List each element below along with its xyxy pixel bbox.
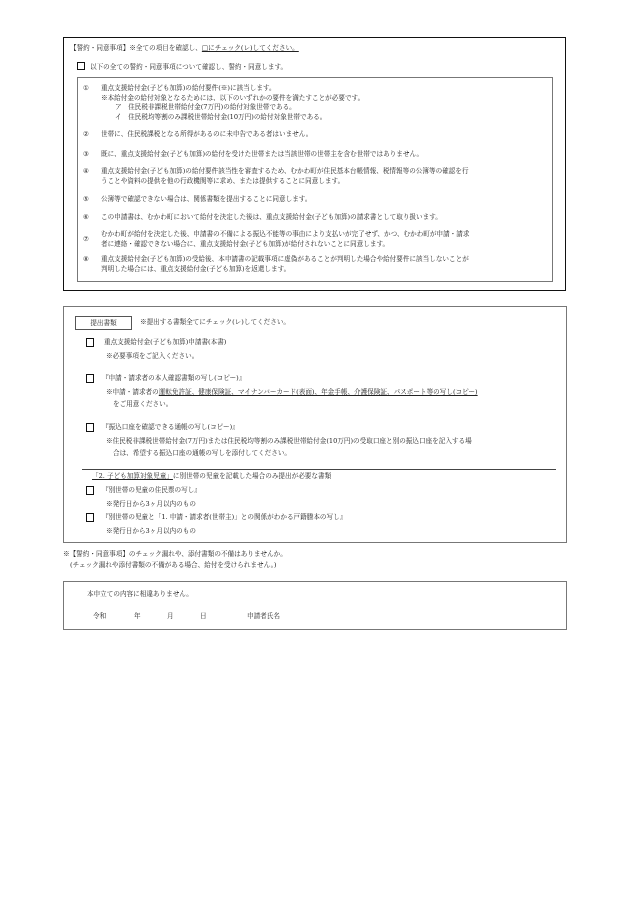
doc-application-checkbox[interactable] <box>86 338 94 347</box>
item-text: 重点支援給付金(子ども加算)の受給後、本申請書の記載事項に虚偽があることが判明した場合や給付要件に該当しないことが <box>101 255 469 263</box>
item-text: 既に、重点支援給付金(子ども加算)の給付を受けた世帯または当該世帯の世帯主を含む世帯ではありません。 <box>101 150 424 158</box>
item-number: ⑧ <box>83 255 89 263</box>
item-text: うことや資料の提供を他の行政機関等に求め、または提供することに同意します。 <box>101 176 345 185</box>
item-text: 重点支援給付金(子ども加算)の給付要件(※)に該当します。 <box>101 84 276 92</box>
declaration-statement: 本申立ての内容に相違ありません。 <box>87 590 193 598</box>
item-text: むかわ町が給付を決定した後、申請書の不備による振込不能等の事由により支払いが完了せず、かつ、むかわ町が申請・請求 <box>101 230 470 238</box>
documents-label: 提出書類 <box>75 316 132 330</box>
doc-bankbook-checkbox[interactable] <box>86 423 94 432</box>
agree-all-label: 以下の全ての誓約・同意事項について確認し、誓約・同意します。 <box>90 63 288 71</box>
doc-application-title: 重点支援給付金(子ども加算)申請書(本書) <box>104 338 227 346</box>
item-number: ② <box>83 130 89 138</box>
item-text: 公簿等で確認できない場合は、関係書類を提出することに同意します。 <box>101 195 312 203</box>
doc-bankbook-note-1: ※住民税非課税世帯給付金(7万円)または住民税均等割のみ課税世帯給付金(10万円)の受取口座と別の振込口座を記入する場 <box>106 437 472 445</box>
day-label[interactable]: 日 <box>200 612 207 620</box>
separator-line <box>82 469 556 470</box>
doc-identity-note <box>106 388 478 398</box>
item-text: イ 住民税均等割のみ課税世帯給付金(10万円)の給付対象世帯である。 <box>115 112 327 121</box>
consent-header-text: 【誓約・同意事項】※全ての項目を確認し、 <box>70 44 202 52</box>
agree-all-row[interactable] <box>77 62 287 73</box>
era-label: 令和 <box>93 612 107 620</box>
doc-identity-note-list: 運転免許証、健康保険証、マイナンバーカード(表面)、年金手帳、介護保険証、パスポート等の写し(コピー) <box>158 388 478 396</box>
warning-line-2: (チェック漏れや添付書類の不備がある場合、給付を受けられません。) <box>70 561 277 569</box>
item-text: ※本給付金の給付対象となるためには、以下のいずれかの要件を満たすことが必要です。 <box>101 93 365 102</box>
item-number: ⑥ <box>83 213 89 221</box>
separate-heading-text: に別世帯の児童を記載した場合のみ提出が必要な書類 <box>172 472 332 480</box>
item-text: ア 住民税非課税世帯給付金(7万円)の給付対象世帯である。 <box>115 103 296 112</box>
documents-instruction: ※提出する書類全てにチェック(レ)してください。 <box>140 318 291 326</box>
consent-header-instruction: □にチェック(レ)してください。 <box>201 44 299 52</box>
item-text: 判明した場合には、重点支援給付金(子ども加算)を返還します。 <box>101 264 291 273</box>
item-number: ① <box>83 84 89 92</box>
doc-resident-record-title: 『別世帯の児童の住民票の写し』 <box>102 486 201 494</box>
separate-heading-ref: 「2. 子ども加算対象児童」 <box>92 472 173 480</box>
doc-resident-record-note: ※発行日から3ヶ月以内のもの <box>106 500 196 508</box>
doc-identity-title: 『申請・請求者の本人確認書類の写し(コピー)』 <box>102 374 246 382</box>
item-number: ④ <box>83 167 89 175</box>
item-text: この申請書は、むかわ町において給付を決定した後は、重点支援給付金(子ども加算)の請求書として取り扱います。 <box>101 213 442 221</box>
doc-application-note: ※必要事項をご記入ください。 <box>106 352 199 360</box>
applicant-name-label[interactable]: 申請者氏名 <box>247 612 280 620</box>
item-text: 者に連絡・確認できない場合に、重点支援給付金(子ども加算)が給付されないことに同意します。 <box>101 239 390 248</box>
warning-line-1: ※【誓約・同意事項】のチェック漏れや、添付書類の不備はありませんか。 <box>63 550 287 558</box>
doc-identity-note-suffix: をご用意ください。 <box>113 400 173 408</box>
separate-household-heading <box>92 472 331 482</box>
consent-items-box <box>77 77 553 282</box>
item-text: 重点支援給付金(子ども加算)の給付要件該当性を審査するため、むかわ町が住民基本台帳情報、税情報等の公簿等の確認を行 <box>101 167 469 175</box>
doc-resident-record-checkbox[interactable] <box>86 486 94 495</box>
doc-family-register-note: ※発行日から3ヶ月以内のもの <box>106 527 196 535</box>
doc-identity-note-prefix: ※申請・請求者の <box>106 388 159 396</box>
doc-family-register-title: 『別世帯の児童と「1. 申請・請求者(世帯主)」との関係がわかる戸籍謄本の写し』 <box>102 513 347 521</box>
item-number: ⑤ <box>83 195 89 203</box>
agree-all-checkbox[interactable] <box>77 62 85 70</box>
doc-bankbook-title: 『振込口座を確認できる通帳の写し(コピー)』 <box>102 423 239 431</box>
signature-section <box>63 581 567 630</box>
item-number: ③ <box>83 150 89 158</box>
item-number: ⑦ <box>83 235 89 243</box>
doc-bankbook-note-2: 合は、希望する振込口座の通帳の写しを添付してください。 <box>113 449 292 457</box>
consent-header <box>70 44 299 54</box>
item-text: 世帯に、住民税課税となる所得があるのに未申告である者はいません。 <box>101 130 313 138</box>
year-label[interactable]: 年 <box>134 612 141 620</box>
doc-identity-checkbox[interactable] <box>86 374 94 383</box>
month-label[interactable]: 月 <box>167 612 174 620</box>
doc-family-register-checkbox[interactable] <box>86 513 94 522</box>
